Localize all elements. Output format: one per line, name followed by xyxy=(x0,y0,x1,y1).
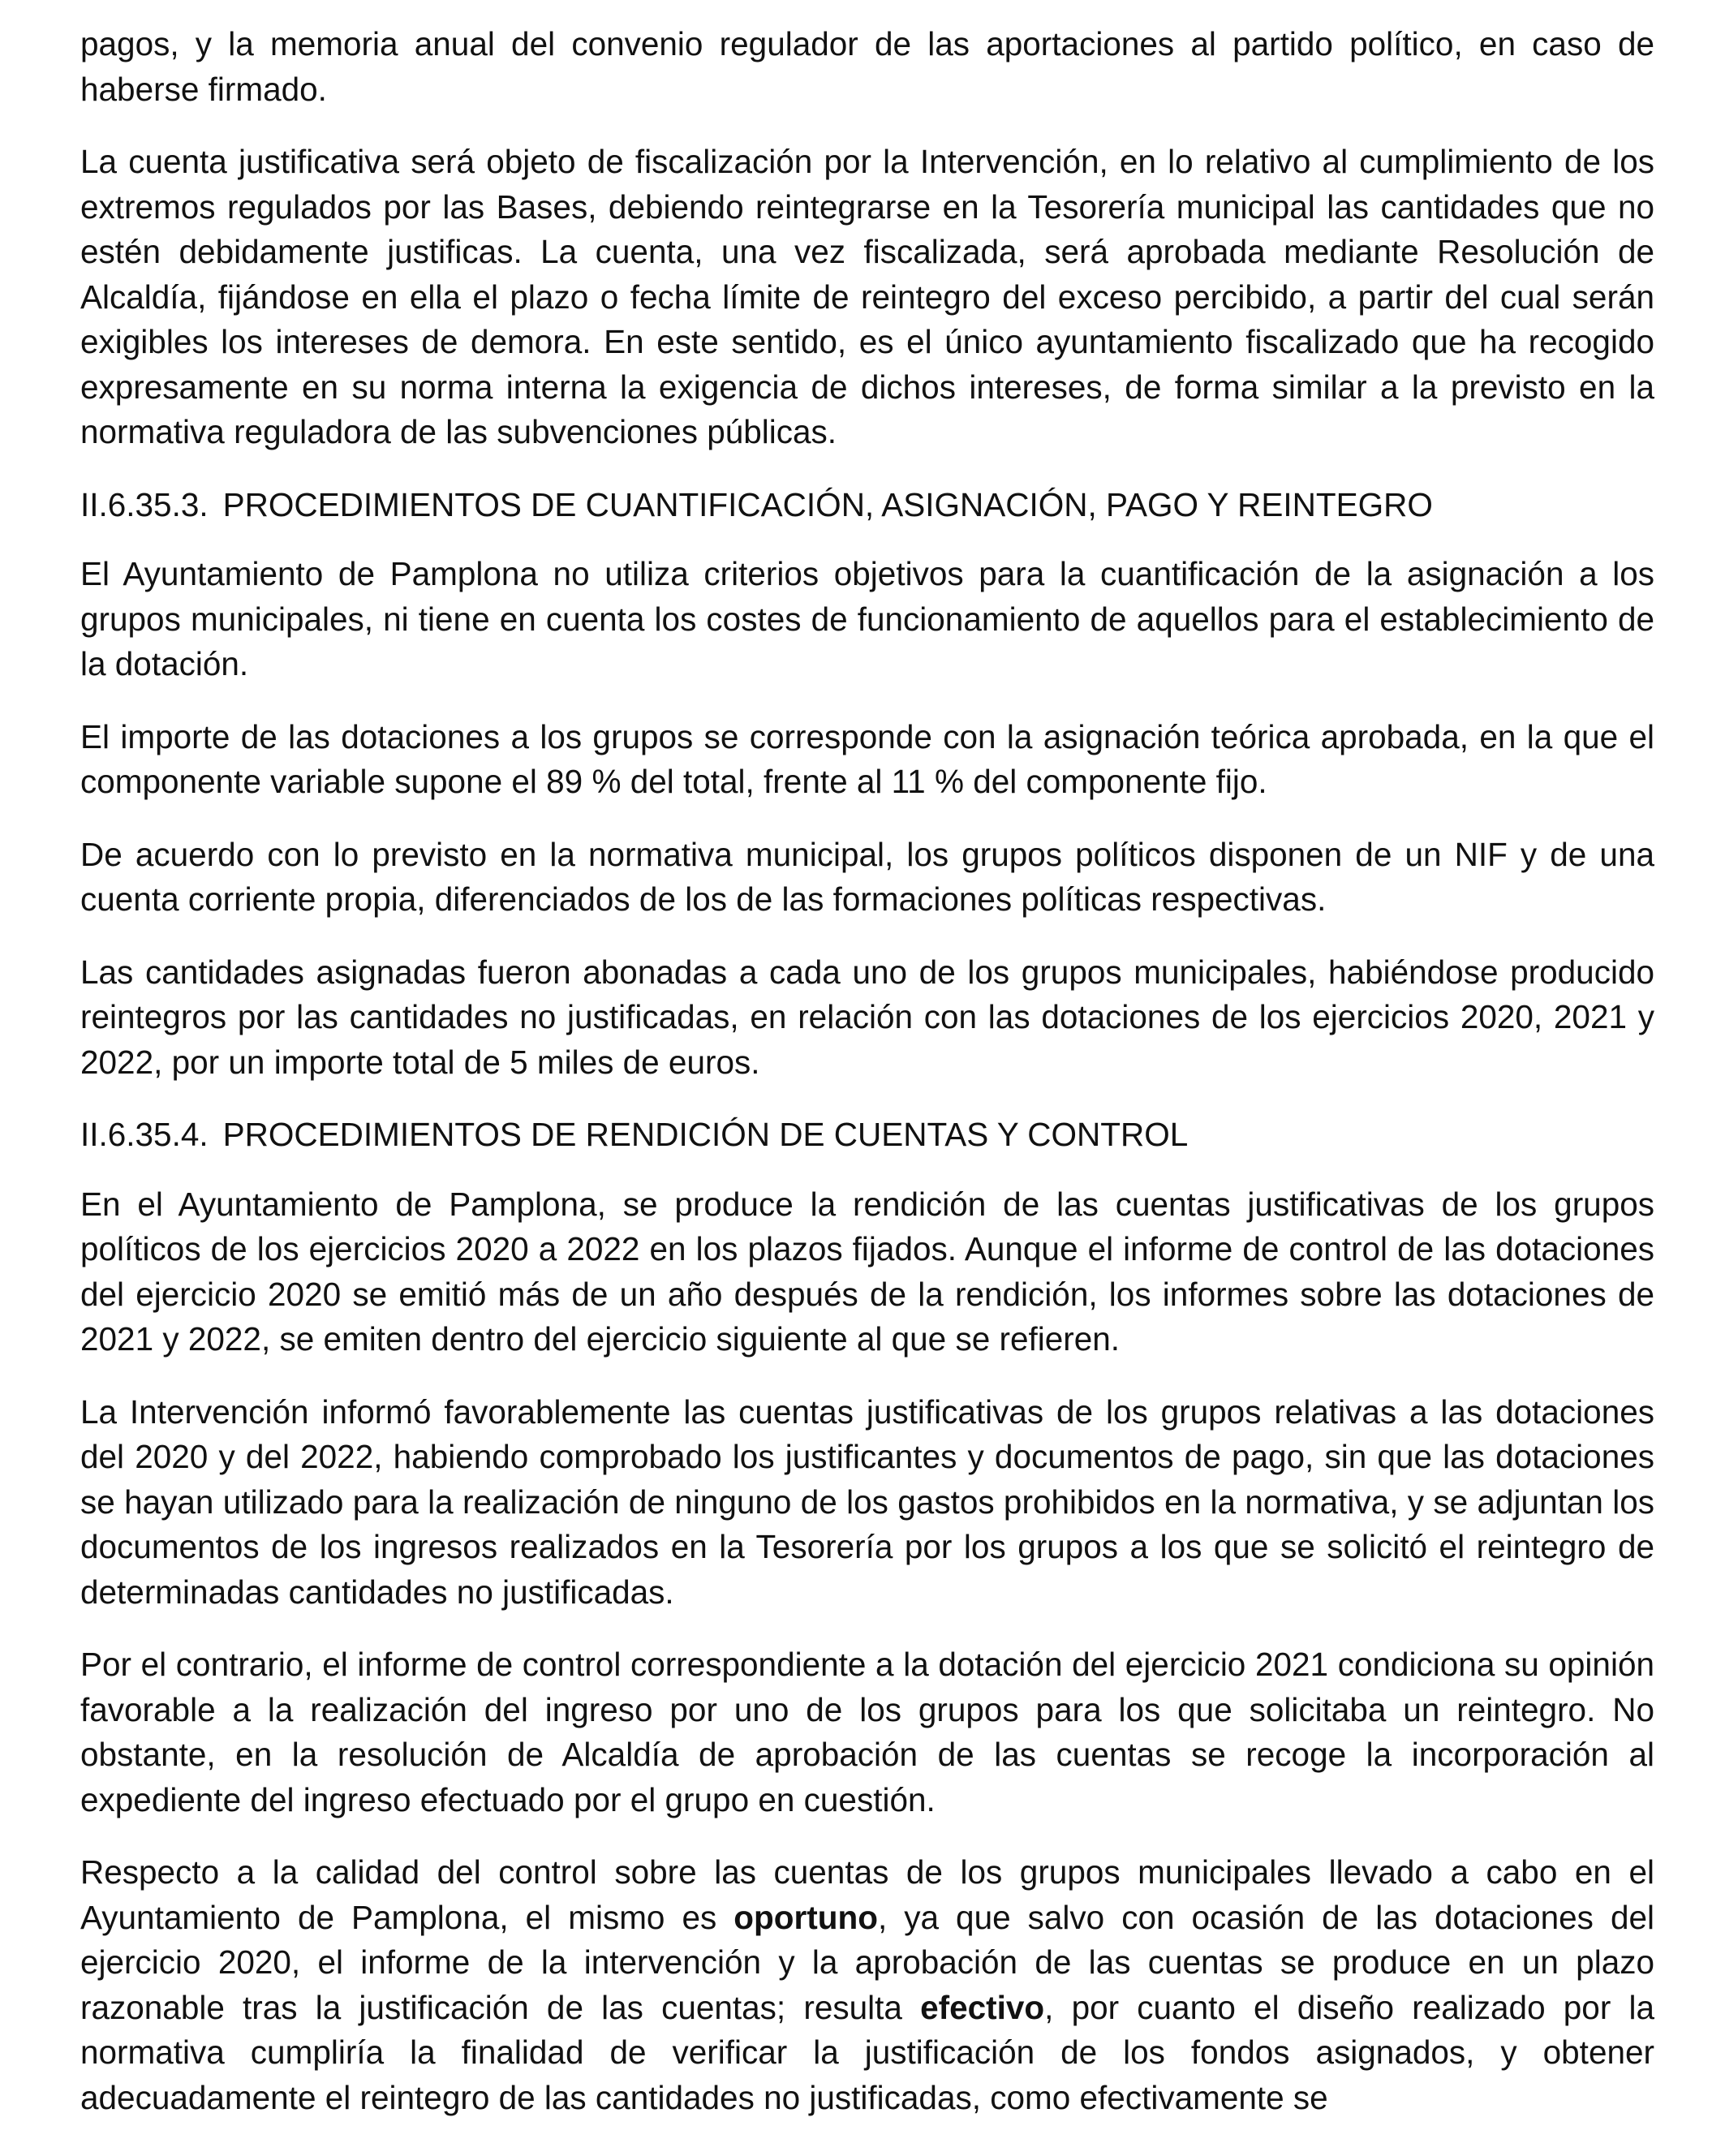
paragraph: El Ayuntamiento de Pamplona no utiliza criterios objetivos para la cuantificación de la asignación a los grupos municipales, ni tiene en cuenta los costes de funcionamiento de aquellos para el establecimiento de la dotación. xyxy=(80,555,1654,682)
section-title: PROCEDIMIENTOS DE CUANTIFICACIÓN, ASIGNACIÓN, PAGO Y REINTEGRO xyxy=(222,485,1433,523)
section-number: II.6.35.3. xyxy=(80,485,209,523)
bold-term-oportuno: oportuno xyxy=(733,1898,878,1936)
section-heading-4 xyxy=(80,1112,1654,1158)
text-segment: Respecto a la calidad del control sobre las cuentas de los grupos municipales llevado a cabo en el Ayuntamiento de Pamplona, el mismo es xyxy=(80,1853,1654,1936)
paragraph: De acuerdo con lo previsto en la normativa municipal, los grupos políticos disponen de un NIF y de una cuenta corriente propia, diferenciados de los de las formaciones políticas respectivas. xyxy=(80,835,1654,918)
section-heading-3 xyxy=(80,483,1654,528)
paragraph: Por el contrario, el informe de control correspondiente a la dotación del ejercicio 2021 condiciona su opinión favorable a la realización del ingreso por uno de los grupos para los que solicitaba un reintegro. No obstante, en la resolución de Alcaldía de aprobación de las cuentas se recoge la incorporación al expediente del ingreso efectuado por el grupo en cuestión. xyxy=(80,1646,1654,1818)
section-number: II.6.35.4. xyxy=(80,1116,209,1153)
text-segment: , por cuanto el diseño realizado por la normativa cumpliría la finalidad de verificar la justificación de los fondos asignados, y obtener adecuadamente el reintegro de las cantidades no justificadas, como efectivamente se xyxy=(80,1988,1654,2116)
paragraph: En el Ayuntamiento de Pamplona, se produce la rendición de las cuentas justificativas de los grupos políticos de los ejercicios 2020 a 2022 en los plazos fijados. Aunque el informe de control de las dotaciones del ejercicio 2020 se emitió más de un año después de la rendición, los informes sobre las dotaciones de 2021 y 2022, se emiten dentro del ejercicio siguiente al que se refieren. xyxy=(80,1185,1654,1358)
paragraph: La Intervención informó favorablemente las cuentas justificativas de los grupos relativas a las dotaciones del 2020 y del 2022, habiendo comprobado los justificantes y documentos de pago, sin que las dotaciones se hayan utilizado para la realización de ninguno de los gastos prohibidos en la normativa, y se adjuntan los documentos de los ingresos realizados en la Tesorería por los grupos a los que se solicitó el reintegro de determinadas cantidades no justificadas. xyxy=(80,1392,1654,1611)
paragraph-conclusion xyxy=(80,1850,1654,2120)
text-segment: , ya que salvo con ocasión de las dotaciones del ejercicio 2020, el informe de la intervención y la aprobación de las cuentas se produce en un plazo razonable tras la justificación de las cuentas; resulta xyxy=(80,1898,1654,2026)
section-title: PROCEDIMIENTOS DE RENDICIÓN DE CUENTAS Y CONTROL xyxy=(222,1116,1189,1153)
paragraph: Las cantidades asignadas fueron abonadas a cada uno de los grupos municipales, habiéndose producido reintegros por las cantidades no justificadas, en relación con las dotaciones de los ejercicios 2020, 2021 y 2022, por un importe total de 5 miles de euros. xyxy=(80,953,1654,1081)
paragraph: pagos, y la memoria anual del convenio regulador de las aportaciones al partido político, en caso de haberse firmado. xyxy=(80,25,1654,108)
paragraph: El importe de las dotaciones a los grupos se corresponde con la asignación teórica aprobada, en la que el componente variable supone el 89 % del total, frente al 11 % del componente fijo. xyxy=(80,717,1654,800)
bold-term-efectivo: efectivo xyxy=(920,1988,1045,2026)
document-page xyxy=(80,22,1654,2148)
paragraph: La cuenta justificativa será objeto de fiscalización por la Intervención, en lo relativo al cumplimiento de los extremos regulados por las Bases, debiendo reintegrarse en la Tesorería municipal las cantidades que no estén debidamente justificas. La cuenta, una vez fiscalizada, será aprobada mediante Resolución de Alcaldía, fijándose en ella el plazo o fecha límite de reintegro del exceso percibido, a partir del cual serán exigibles los intereses de demora. En este sentido, es el único ayuntamiento fiscalizado que ha recogido expresamente en su norma interna la exigencia de dichos intereses, de forma similar a la previsto en la normativa reguladora de las subvenciones públicas. xyxy=(80,143,1654,450)
